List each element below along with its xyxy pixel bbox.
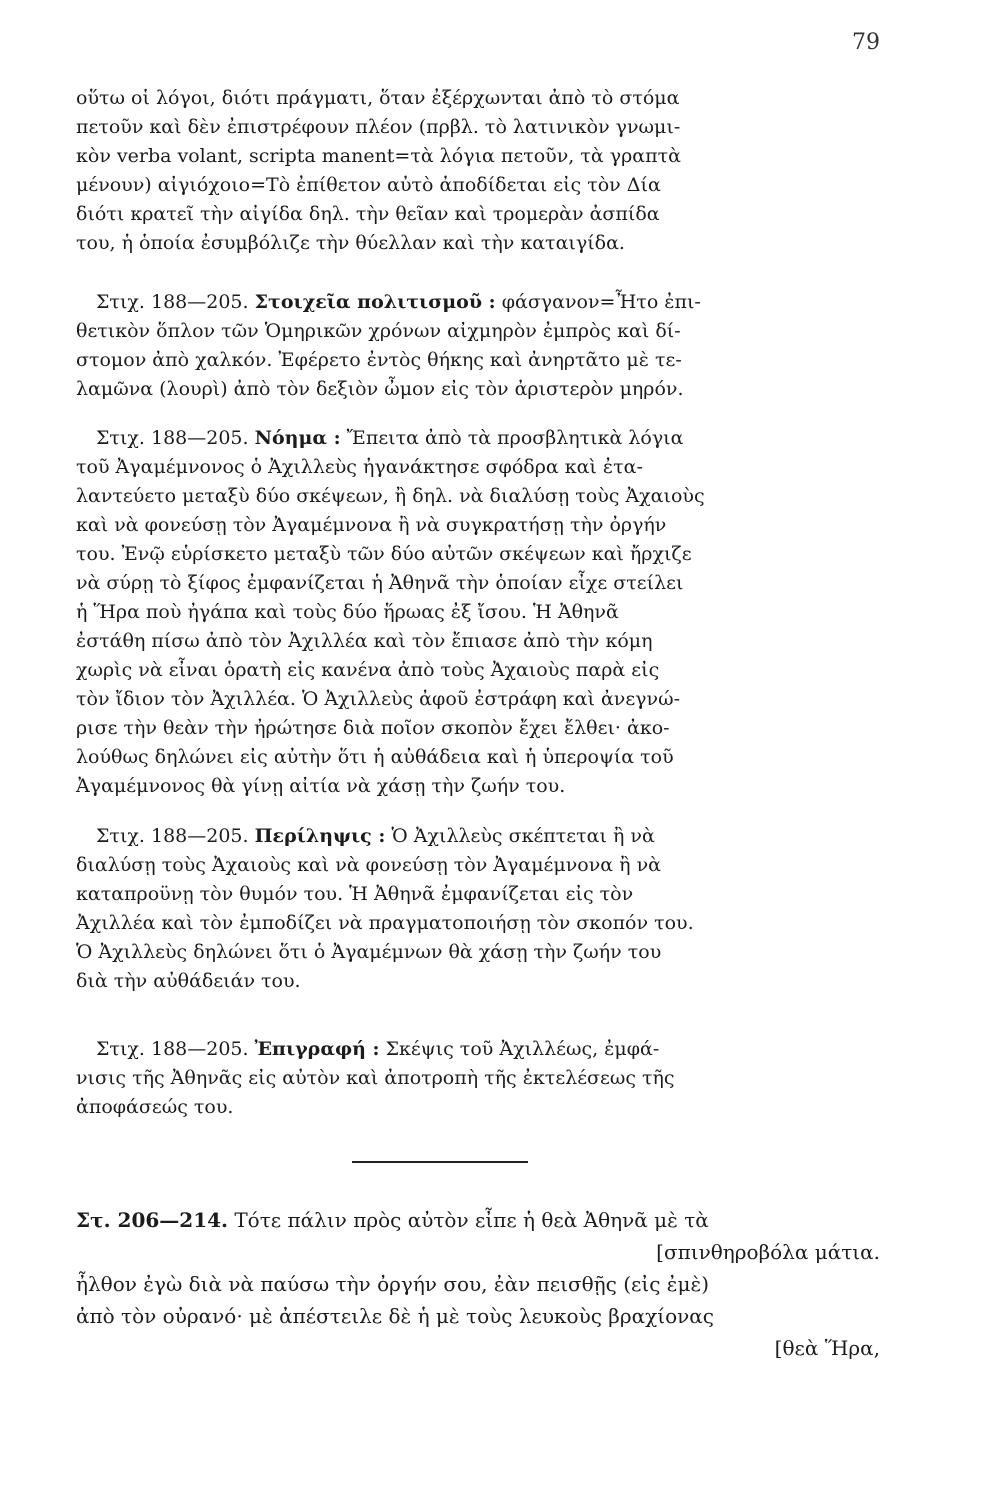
text-fragment: Τότε πάλιν πρὸς αὐτὸν εἶπε ἡ θεὰ Ἀθηνᾶ μὲ τὰ: [234, 1208, 709, 1232]
verse-ref: Στιχ. 188—205.: [96, 825, 249, 847]
verse-ref: Στιχ. 188—205.: [96, 1038, 249, 1060]
text-line: [76, 822, 880, 851]
text-line: ἀποφάσεώς του.: [76, 1096, 234, 1118]
text-line: νὰ σύρῃ τὸ ξίφος ἐμφανίζεται ἡ Ἀθηνᾶ τὴν ὁποίαν εἶχε στείλει: [76, 572, 684, 594]
section-label: Ἐπιγραφή :: [254, 1038, 380, 1060]
text-line: [76, 424, 880, 453]
text-line: πετοῦν καὶ δὲν ἐπιστρέφουν πλέον (πρβλ. τὸ λατινικὸν γνωμι-: [76, 116, 681, 138]
text-line: χωρὶς νὰ εἶναι ὁρατὴ εἰς κανένα ἀπὸ τοὺς Ἀχαιοὺς παρὰ εἰς: [76, 659, 660, 681]
text-fragment: Ἔπειτα ἀπὸ τὰ προσβλητικὰ λόγια: [346, 427, 684, 449]
text-line: [76, 288, 880, 317]
text-line: ρισε τὴν θεὰν τὴν ἠρώτησε διὰ ποῖον σκοπὸν ἔχει ἔλθει· ἀκο-: [76, 717, 670, 739]
text-line: νισις τῆς Ἀθηνᾶς εἰς αὐτὸν καὶ ἀποτροπὴ τῆς ἐκτελέσεως τῆς: [76, 1067, 675, 1089]
text-line: θετικὸν ὅπλον τῶν Ὁμηρικῶν χρόνων αἰχμηρὸν ἐμπρὸς καὶ δί-: [76, 320, 681, 342]
text-line: Ἀχιλλέα καὶ τὸν ἐμποδίζει νὰ πραγματοποιήσῃ τὸν σκοπόν του.: [76, 912, 694, 934]
section-label: Περίληψις :: [254, 825, 386, 847]
page-number: 79: [852, 30, 880, 55]
section-label: Νόημα :: [254, 427, 341, 449]
text-line: ἐστάθη πίσω ἀπὸ τὸν Ἀχιλλέα καὶ τὸν ἔπιασε ἀπὸ τὴν κόμη: [76, 630, 653, 652]
text-line: του. Ἐνῷ εὑρίσκετο μεταξὺ τῶν δύο αὐτῶν σκέψεων καὶ ἤρχιζε: [76, 543, 692, 565]
text-line: ἀπὸ τὸν οὐρανό· μὲ ἀπέστειλε δὲ ἡ μὲ τοὺς λευκοὺς βραχίονας: [76, 1304, 714, 1328]
section-label: Στ. 206—214.: [76, 1208, 228, 1232]
text-line: Ἀγαμέμνονος θὰ γίνῃ αἰτία νὰ χάσῃ τὴν ζωήν του.: [76, 775, 566, 797]
text-line: καὶ νὰ φονεύσῃ τὸν Ἀγαμέμνονα ἢ νὰ συγκρατήσῃ τὴν ὀργήν: [76, 514, 667, 536]
text-line: του, ἡ ὁποία ἐσυμβόλιζε τὴν θύελλαν καὶ τὴν καταιγίδα.: [76, 232, 625, 254]
paragraph-meaning: [76, 424, 880, 801]
text-fragment: Σκέψις τοῦ Ἀχιλλέως, ἐμφά-: [385, 1038, 660, 1060]
text-line: λούθως δηλώνει εἰς αὐτὴν ὅτι ἡ αὐθάδεια καὶ ἡ ὑπεροψία τοῦ: [76, 746, 674, 768]
text-line: λαμῶνα (λουρὶ) ἀπὸ τὸν δεξιὸν ὦμον εἰς τὸν ἀριστερὸν μηρόν.: [76, 378, 684, 400]
text-line: ἡ Ἥρα ποὺ ἠγάπα καὶ τοὺς δύο ἥρωας ἐξ ἴσου. Ἡ Ἀθηνᾶ: [76, 601, 619, 623]
text-line: [76, 1204, 880, 1236]
text-line: διότι κρατεῖ τὴν αἰγίδα δηλ. τὴν θεῖαν καὶ τρομερὰν ἀσπίδα: [76, 203, 660, 225]
text-line: [σπινθηροβόλα μάτια.: [656, 1240, 880, 1264]
section-divider: [352, 1161, 528, 1163]
paragraph-commentary: [76, 84, 880, 258]
verse-ref: Στιχ. 188—205.: [96, 291, 249, 313]
text-line: λαντεύετο μεταξὺ δύο σκέψεων, ἢ δηλ. νὰ διαλύσῃ τοὺς Ἀχαιοὺς: [76, 485, 705, 507]
text-fragment: Ὁ Ἀχιλλεὺς σκέπτεται ἢ νὰ: [391, 825, 655, 847]
text-line: μένουν) αἰγιόχοιο=Τὸ ἐπίθετον αὐτὸ ἀποδίδεται εἰς τὸν Δία: [76, 174, 661, 196]
text-line: Ὁ Ἀχιλλεὺς δηλώνει ὅτι ὁ Ἀγαμέμνων θὰ χάσῃ τὴν ζωήν του: [76, 941, 662, 963]
section-label: Στοιχεῖα πολιτισμοῦ :: [254, 291, 496, 313]
paragraph-title: [76, 1035, 880, 1122]
paragraph-civilization: [76, 288, 880, 404]
text-line: τὸν ἴδιον τὸν Ἀχιλλέα. Ὁ Ἀχιλλεὺς ἀφοῦ ἐστράφη καὶ ἀνεγνώ-: [76, 688, 680, 710]
text-line: διαλύσῃ τοὺς Ἀχαιοὺς καὶ νὰ φονεύσῃ τὸν Ἀγαμέμνονα ἢ νὰ: [76, 854, 661, 876]
text-fragment: φάσγανον=Ἦτο ἐπι-: [501, 291, 701, 313]
verse-ref: Στιχ. 188—205.: [96, 427, 249, 449]
text-line: ἦλθον ἐγὼ διὰ νὰ παύσω τὴν ὀργήν σου, ἐὰν πεισθῇς (εἰς ἐμὲ): [76, 1272, 710, 1296]
text-line: κὸν verba volant, scripta manent=τὰ λόγια πετοῦν, τὰ γραπτὰ: [76, 145, 681, 167]
text-line: οὕτω οἱ λόγοι, διότι πράγματι, ὅταν ἐξέρχωνται ἀπὸ τὸ στόμα: [76, 87, 680, 109]
text-line: καταπροϋνῃ τὸν θυμόν του. Ἡ Ἀθηνᾶ ἐμφανίζεται εἰς τὸν: [76, 883, 634, 905]
text-line: διὰ τὴν αὐθάδειάν του.: [76, 970, 301, 992]
verse-translation: [76, 1204, 880, 1364]
text-line: στομον ἀπὸ χαλκόν. Ἐφέρετο ἐντὸς θήκης καὶ ἀνηρτᾶτο μὲ τε-: [76, 349, 682, 371]
text-line: [76, 1035, 880, 1064]
text-line: τοῦ Ἀγαμέμνονος ὁ Ἀχιλλεὺς ἠγανάκτησε σφόδρα καὶ ἐτα-: [76, 456, 643, 478]
paragraph-summary: [76, 822, 880, 996]
text-line: [θεὰ Ἥρα,: [774, 1336, 880, 1360]
